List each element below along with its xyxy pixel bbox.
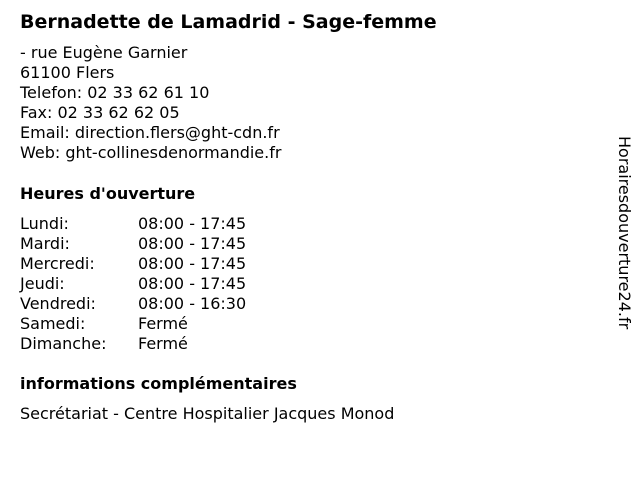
day-hours: 08:00 - 16:30 (138, 294, 247, 313)
street-address: - rue Eugène Garnier (20, 43, 188, 62)
hours-row-sunday (20, 334, 246, 354)
day-hours: Fermé (138, 314, 188, 333)
site-watermark: Horairesdouverture24.fr (615, 136, 634, 330)
hours-row-friday (20, 294, 246, 314)
website-link[interactable]: Web: ght-collinesdenormandie.fr (20, 143, 282, 162)
city: 61100 Flers (20, 63, 115, 82)
day-hours: 08:00 - 17:45 (138, 254, 247, 273)
day-label: Dimanche: (20, 334, 107, 353)
phone-number[interactable]: Telefon: 02 33 62 61 10 (20, 83, 210, 102)
day-label: Lundi: (20, 214, 69, 233)
day-hours: Fermé (138, 334, 188, 353)
contact-block (20, 43, 281, 163)
day-hours: 08:00 - 17:45 (138, 274, 247, 293)
day-label: Vendredi: (20, 294, 96, 313)
additional-info-heading: informations complémentaires (20, 374, 297, 393)
day-hours: 08:00 - 17:45 (138, 214, 247, 233)
day-label: Mardi: (20, 234, 70, 253)
hours-row-monday (20, 214, 246, 234)
opening-hours-table (20, 214, 246, 354)
hours-row-saturday (20, 314, 246, 334)
email-address[interactable]: Email: direction.flers@ght-cdn.fr (20, 123, 280, 142)
additional-info-text: Secrétariat - Centre Hospitalier Jacques Monod (20, 404, 395, 423)
day-hours: 08:00 - 17:45 (138, 234, 247, 253)
page-title: Bernadette de Lamadrid - Sage-femme (20, 11, 437, 33)
opening-hours-heading: Heures d'ouverture (20, 184, 196, 203)
hours-row-thursday (20, 274, 246, 294)
day-label: Mercredi: (20, 254, 95, 273)
hours-row-tuesday (20, 234, 246, 254)
fax-number: Fax: 02 33 62 62 05 (20, 103, 180, 122)
day-label: Jeudi: (20, 274, 65, 293)
day-label: Samedi: (20, 314, 86, 333)
hours-row-wednesday (20, 254, 246, 274)
